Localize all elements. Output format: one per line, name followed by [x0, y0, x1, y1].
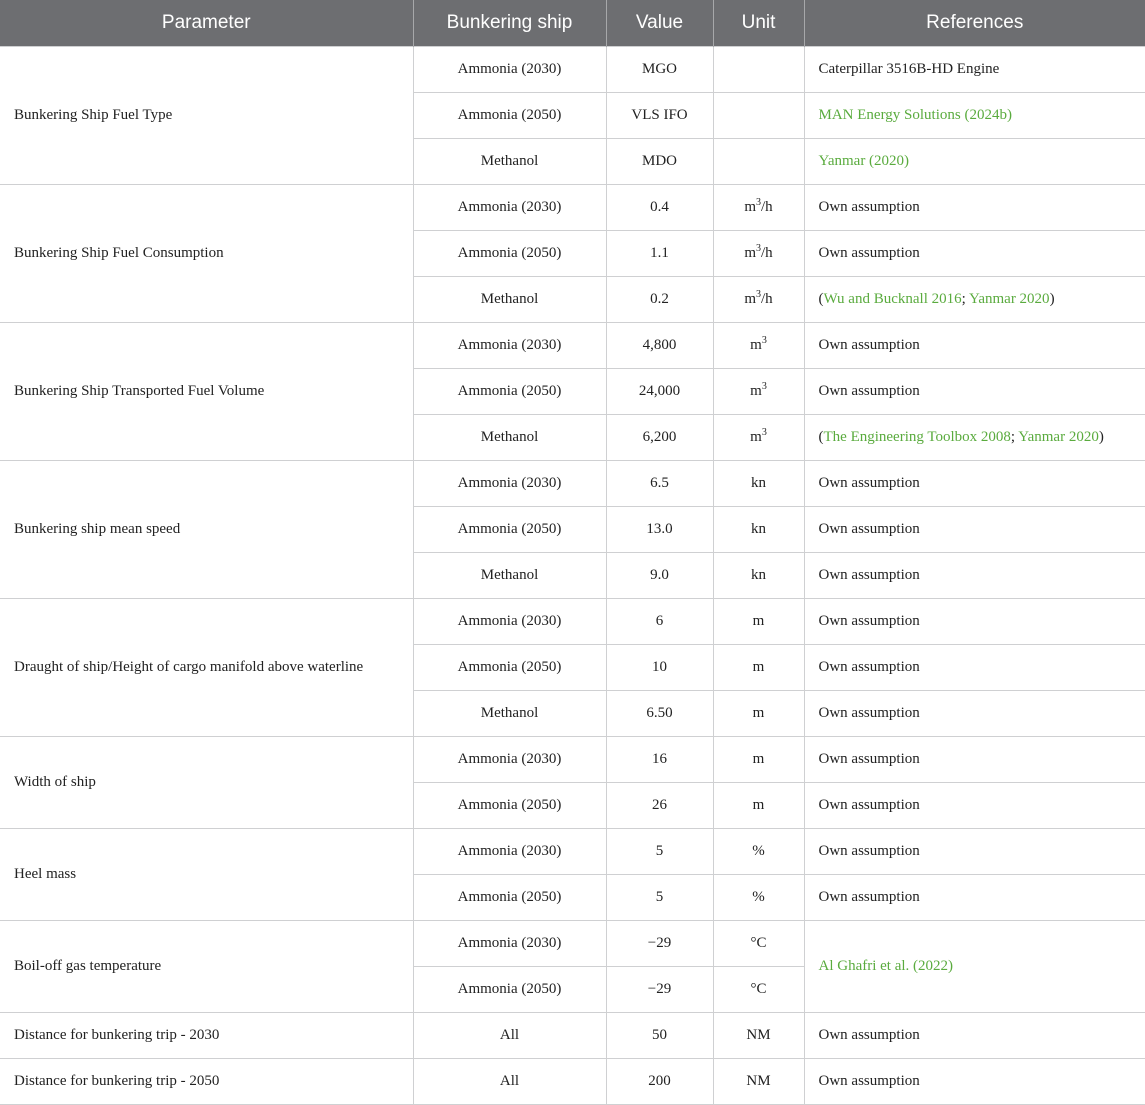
value-cell: 1.1 — [606, 231, 713, 277]
unit-cell: $m^3/h$ — [713, 277, 804, 323]
unit-cell: % — [713, 829, 804, 875]
ship-cell: Ammonia (2030) — [413, 47, 606, 93]
reference-cell: Own assumption — [804, 599, 1145, 645]
unit-cell — [713, 139, 804, 185]
reference-link[interactable]: Yanmar 2020 — [1018, 429, 1099, 445]
value-cell: 9.0 — [606, 553, 713, 599]
value-cell: 0.4 — [606, 185, 713, 231]
header-row — [0, 0, 1145, 47]
table-row — [0, 323, 1145, 369]
value-cell: 6.5 — [606, 461, 713, 507]
value-cell: 0.2 — [606, 277, 713, 323]
ship-cell: Ammonia (2030) — [413, 921, 606, 967]
unit-cell: kn — [713, 507, 804, 553]
value-cell: MGO — [606, 47, 713, 93]
unit-cell: $m^3/h$ — [713, 231, 804, 277]
table-row — [0, 829, 1145, 875]
unit-cell: $m^3$ — [713, 323, 804, 369]
reference-cell: Own assumption — [804, 875, 1145, 921]
unit-cell: kn — [713, 553, 804, 599]
parameter-cell: Heel mass — [0, 829, 413, 921]
ship-cell: Methanol — [413, 277, 606, 323]
reference-link[interactable]: Al Ghafri et al. (2022) — [818, 958, 954, 974]
reference-cell: Own assumption — [804, 645, 1145, 691]
value-cell: −29 — [606, 921, 713, 967]
reference-link[interactable]: MAN Energy Solutions (2024b) — [818, 107, 1012, 123]
reference-cell — [804, 139, 1145, 185]
value-cell: 6.50 — [606, 691, 713, 737]
reference-cell: (Wu and Bucknall 2016; Yanmar 2020) — [804, 277, 1145, 323]
header-value: Value — [606, 0, 713, 47]
parameter-cell: Width of ship — [0, 737, 413, 829]
unit-cell: kn — [713, 461, 804, 507]
ship-cell: Ammonia (2050) — [413, 507, 606, 553]
value-cell: 24,000 — [606, 369, 713, 415]
header-bunkering-ship: Bunkering ship — [413, 0, 606, 47]
table-row — [0, 1013, 1145, 1059]
reference-cell: (The Engineering Toolbox 2008; Yanmar 2020) — [804, 415, 1145, 461]
unit-cell: $m^3$ — [713, 369, 804, 415]
unit-cell: °C — [713, 967, 804, 1013]
table-row — [0, 185, 1145, 231]
reference-link[interactable]: Yanmar 2020 — [969, 291, 1050, 307]
reference-cell: Own assumption — [804, 323, 1145, 369]
reference-link[interactable]: The Engineering Toolbox 2008 — [823, 429, 1011, 445]
ship-cell: Methanol — [413, 553, 606, 599]
ship-cell: Ammonia (2030) — [413, 323, 606, 369]
unit-cell: NM — [713, 1013, 804, 1059]
ship-cell: All — [413, 1059, 606, 1105]
value-cell: 5 — [606, 829, 713, 875]
table-row — [0, 599, 1145, 645]
unit-cell: °C — [713, 921, 804, 967]
unit-cell — [713, 93, 804, 139]
unit-cell: $m^3$ — [713, 415, 804, 461]
ship-cell: Ammonia (2050) — [413, 875, 606, 921]
unit-cell: m — [713, 737, 804, 783]
ship-cell: Ammonia (2050) — [413, 231, 606, 277]
value-cell: 13.0 — [606, 507, 713, 553]
ship-cell: Ammonia (2050) — [413, 783, 606, 829]
unit-cell: $m^3/h$ — [713, 185, 804, 231]
ship-cell: Ammonia (2030) — [413, 185, 606, 231]
reference-cell: Own assumption — [804, 553, 1145, 599]
value-cell: MDO — [606, 139, 713, 185]
parameter-cell: Bunkering Ship Fuel Consumption — [0, 185, 413, 323]
ship-cell: Ammonia (2030) — [413, 829, 606, 875]
value-cell: 16 — [606, 737, 713, 783]
value-cell: −29 — [606, 967, 713, 1013]
ship-cell: Methanol — [413, 139, 606, 185]
unit-cell: m — [713, 783, 804, 829]
ship-cell: All — [413, 1013, 606, 1059]
reference-link[interactable]: Yanmar (2020) — [818, 153, 910, 169]
reference-cell: Caterpillar 3516B-HD Engine — [804, 47, 1145, 93]
parameter-cell: Distance for bunkering trip - 2030 — [0, 1013, 413, 1059]
table-row — [0, 47, 1145, 93]
reference-cell — [804, 921, 1145, 1013]
reference-cell: Own assumption — [804, 507, 1145, 553]
ship-cell: Ammonia (2050) — [413, 93, 606, 139]
reference-cell: Own assumption — [804, 369, 1145, 415]
parameter-cell: Draught of ship/Height of cargo manifold above waterline — [0, 599, 413, 737]
ship-cell: Ammonia (2050) — [413, 645, 606, 691]
ship-cell: Ammonia (2030) — [413, 461, 606, 507]
value-cell: 5 — [606, 875, 713, 921]
unit-cell: % — [713, 875, 804, 921]
ship-cell: Methanol — [413, 415, 606, 461]
value-cell: 6 — [606, 599, 713, 645]
ship-cell: Ammonia (2030) — [413, 737, 606, 783]
parameter-cell: Bunkering Ship Fuel Type — [0, 47, 413, 185]
unit-cell: m — [713, 599, 804, 645]
table-row — [0, 921, 1145, 967]
reference-cell: Own assumption — [804, 1013, 1145, 1059]
ship-cell: Methanol — [413, 691, 606, 737]
unit-cell: NM — [713, 1059, 804, 1105]
ship-cell: Ammonia (2050) — [413, 369, 606, 415]
reference-cell: Own assumption — [804, 691, 1145, 737]
ship-cell: Ammonia (2030) — [413, 599, 606, 645]
table-row — [0, 737, 1145, 783]
value-cell: 200 — [606, 1059, 713, 1105]
unit-cell: m — [713, 691, 804, 737]
header-unit: Unit — [713, 0, 804, 47]
unit-cell — [713, 47, 804, 93]
header-parameter: Parameter — [0, 0, 413, 47]
reference-cell: Own assumption — [804, 231, 1145, 277]
unit-cell: m — [713, 645, 804, 691]
reference-cell: Own assumption — [804, 461, 1145, 507]
reference-cell: Own assumption — [804, 1059, 1145, 1105]
value-cell: VLS IFO — [606, 93, 713, 139]
header-references: References — [804, 0, 1145, 47]
value-cell: 4,800 — [606, 323, 713, 369]
reference-link[interactable]: Wu and Bucknall 2016 — [823, 291, 962, 307]
value-cell: 6,200 — [606, 415, 713, 461]
reference-cell: Own assumption — [804, 737, 1145, 783]
reference-cell: Own assumption — [804, 829, 1145, 875]
reference-cell — [804, 93, 1145, 139]
value-cell: 10 — [606, 645, 713, 691]
parameter-cell: Bunkering Ship Transported Fuel Volume — [0, 323, 413, 461]
value-cell: 26 — [606, 783, 713, 829]
reference-cell: Own assumption — [804, 185, 1145, 231]
parameter-cell: Distance for bunkering trip - 2050 — [0, 1059, 413, 1105]
parameter-cell: Boil-off gas temperature — [0, 921, 413, 1013]
reference-cell: Own assumption — [804, 783, 1145, 829]
value-cell: 50 — [606, 1013, 713, 1059]
table-row — [0, 461, 1145, 507]
ship-cell: Ammonia (2050) — [413, 967, 606, 1013]
parameter-cell: Bunkering ship mean speed — [0, 461, 413, 599]
